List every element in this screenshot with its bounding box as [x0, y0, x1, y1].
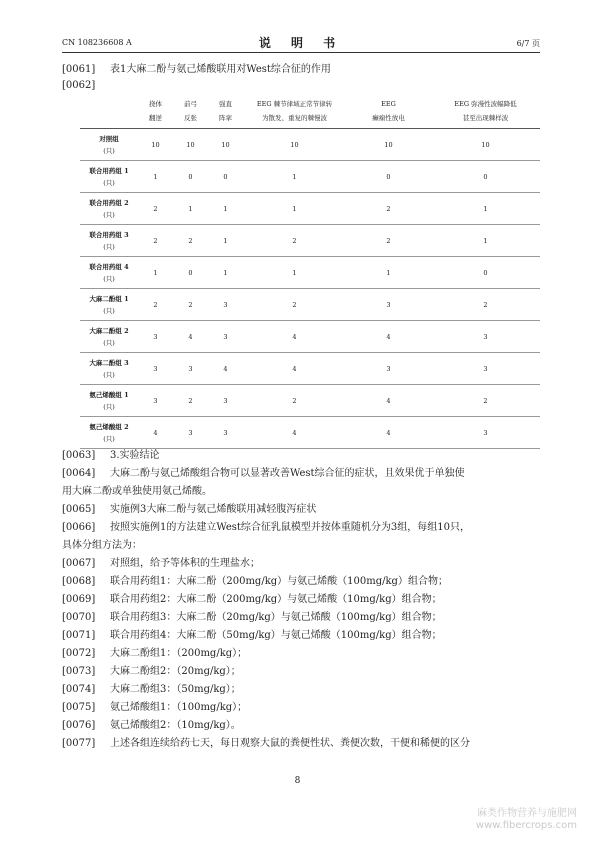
paragraph-number: [0077] — [62, 738, 96, 749]
value-cell: 1 — [431, 193, 540, 225]
paragraph-0065 — [62, 502, 540, 518]
group-cell: 大麻二酚组 3 (只) — [80, 353, 138, 385]
value-cell: 1 — [208, 193, 243, 225]
value-cell: 3 — [346, 289, 431, 321]
header-cell: EEG 棘节律域正常节律转 为散发、重复的棘慢波 — [243, 94, 346, 129]
header-rule — [62, 52, 540, 53]
value-cell: 0 — [431, 257, 540, 289]
paragraph-number: [0066] — [62, 522, 96, 533]
value-cell: 0 — [173, 161, 208, 193]
document-title: 说 明 书 — [258, 36, 344, 50]
paragraph-0072 — [62, 646, 540, 662]
paragraph-text: 对照组，给予等体积的生理盐水； — [110, 558, 260, 569]
paragraph-0077 — [62, 736, 540, 752]
value-cell: 4 — [346, 321, 431, 353]
header-cell: 挠体 翻逆 — [138, 94, 173, 129]
paragraph-text: 氨己烯酸组2：（10mg/kg）。 — [110, 720, 241, 731]
paragraph-number: [0062] — [62, 80, 96, 91]
results-table-container — [80, 94, 540, 449]
paragraph-text: 大麻二酚组3：（50mg/kg）； — [110, 684, 241, 695]
value-cell: 2 — [138, 225, 173, 257]
paragraph-0071 — [62, 628, 540, 644]
value-cell: 10 — [208, 129, 243, 161]
paragraph-0070 — [62, 610, 540, 626]
table-row — [80, 289, 540, 321]
paragraph-text: 联合用药组4：大麻二酚（50mg/kg）与氨己烯酸（100mg/kg）组合物； — [110, 630, 442, 641]
paragraph-0063 — [62, 448, 540, 464]
value-cell: 4 — [346, 385, 431, 417]
value-cell: 3 — [138, 353, 173, 385]
value-cell: 1 — [138, 257, 173, 289]
paragraph-text: 氨己烯酸组1：（100mg/kg）； — [110, 702, 248, 713]
paragraph-number: [0063] — [62, 450, 96, 461]
value-cell: 4 — [346, 417, 431, 449]
value-cell: 3 — [431, 353, 540, 385]
value-cell: 2 — [346, 225, 431, 257]
value-cell: 3 — [208, 417, 243, 449]
paragraph-number: [0070] — [62, 612, 96, 623]
paragraph-0066-continued — [62, 538, 540, 554]
table-row — [80, 257, 540, 289]
paragraph-text: 联合用药组2：大麻二酚（200mg/kg）与氨己烯酸（10mg/kg）组合物； — [110, 594, 442, 605]
value-cell: 10 — [138, 129, 173, 161]
value-cell: 1 — [208, 257, 243, 289]
value-cell: 0 — [173, 257, 208, 289]
paragraph-0062 — [62, 78, 540, 94]
value-cell: 10 — [173, 129, 208, 161]
value-cell: 1 — [346, 257, 431, 289]
value-cell: 2 — [138, 289, 173, 321]
value-cell: 2 — [243, 385, 346, 417]
paragraph-0073 — [62, 664, 540, 680]
value-cell: 2 — [431, 385, 540, 417]
value-cell: 4 — [208, 353, 243, 385]
paragraph-number: [0065] — [62, 504, 96, 515]
value-cell: 1 — [138, 161, 173, 193]
value-cell: 3 — [431, 321, 540, 353]
paragraph-text: 按照实施例1的方法建立West综合征乳鼠模型并按体重随机分为3组，每组10只， — [110, 522, 470, 533]
value-cell: 0 — [431, 161, 540, 193]
group-cell: 氨己烯酸组 2 (只) — [80, 417, 138, 449]
paragraph-text: 上述各组连续给药七天，每日观察大鼠的粪便性状、粪便次数，干便和稀便的区分 — [110, 738, 470, 749]
header-cell: EEG 弥漫性波幅降低 甚至出现棘样波 — [431, 94, 540, 129]
value-cell: 4 — [138, 417, 173, 449]
value-cell: 2 — [173, 289, 208, 321]
value-cell: 3 — [431, 417, 540, 449]
header-cell: 强直 阵挛 — [208, 94, 243, 129]
paragraph-text: 大麻二酚组1：（200mg/kg）； — [110, 648, 248, 659]
paragraph-text: 用大麻二酚或单独使用氨己烯酸。 — [62, 486, 212, 497]
watermark-line: 麻类作物营养与施肥网 — [477, 808, 577, 819]
results-table — [80, 94, 540, 449]
value-cell: 2 — [173, 385, 208, 417]
value-cell: 2 — [243, 289, 346, 321]
paragraph-text: 联合用药组3：大麻二酚（20mg/kg）与氨己烯酸（100mg/kg）组合物； — [110, 612, 442, 623]
table-caption: 表1大麻二酚与氨己烯酸联用对West综合征的作用 — [110, 64, 331, 75]
paragraph-number: [0075] — [62, 702, 96, 713]
table-row — [80, 321, 540, 353]
group-cell: 联合用药组 2 (只) — [80, 193, 138, 225]
page-number: 8 — [294, 776, 301, 786]
paragraph-number: [0061] — [62, 64, 96, 75]
value-cell: 3 — [346, 353, 431, 385]
value-cell: 2 — [243, 225, 346, 257]
page-header — [62, 34, 540, 50]
paragraph-text: 联合用药组1：大麻二酚（200mg/kg）与氨己烯酸（100mg/kg）组合物； — [110, 576, 448, 587]
paragraph-0074 — [62, 682, 540, 698]
value-cell: 2 — [173, 225, 208, 257]
group-cell: 对照组 (只) — [80, 129, 138, 161]
group-cell: 联合用药组 3 (只) — [80, 225, 138, 257]
value-cell: 3 — [208, 289, 243, 321]
value-cell: 3 — [208, 385, 243, 417]
value-cell: 4 — [243, 321, 346, 353]
paragraph-number: [0072] — [62, 648, 96, 659]
header-cell: EEG 癫痫性放电 — [346, 94, 431, 129]
paragraph-number: [0064] — [62, 468, 96, 479]
paragraph-0064-continued — [62, 484, 540, 500]
header-cell: 前弓 反张 — [173, 94, 208, 129]
paragraph-number: [0076] — [62, 720, 96, 731]
paragraph-0075 — [62, 700, 540, 716]
header-cell — [80, 94, 138, 129]
paragraph-number: [0067] — [62, 558, 96, 569]
value-cell: 0 — [208, 161, 243, 193]
paragraph-number: [0074] — [62, 684, 96, 695]
value-cell: 3 — [173, 417, 208, 449]
paragraph-text: 大麻二酚组2：（20mg/kg）； — [110, 666, 241, 677]
paragraph-number: [0069] — [62, 594, 96, 605]
table-row — [80, 129, 540, 161]
paragraph-number: [0071] — [62, 630, 96, 641]
group-cell: 联合用药组 4 (只) — [80, 257, 138, 289]
paragraph-0069 — [62, 592, 540, 608]
value-cell: 4 — [173, 321, 208, 353]
paragraph-number: [0068] — [62, 576, 96, 587]
value-cell: 10 — [243, 129, 346, 161]
paragraph-0066 — [62, 520, 540, 536]
value-cell: 1 — [208, 225, 243, 257]
table-row — [80, 417, 540, 449]
paragraph-text: 大麻二酚与氨己烯酸组合物可以显著改善West综合征的症状，且效果优于单独使 — [110, 468, 465, 479]
table-row — [80, 193, 540, 225]
group-cell: 联合用药组 1 (只) — [80, 161, 138, 193]
value-cell: 3 — [138, 321, 173, 353]
paragraph-0067 — [62, 556, 540, 572]
paragraph-text: 具体分组方法为： — [62, 540, 142, 551]
group-cell: 氨己烯酸组 1 (只) — [80, 385, 138, 417]
paragraph-0061 — [62, 62, 540, 78]
table-row — [80, 353, 540, 385]
table-header-row — [80, 94, 540, 129]
value-cell: 0 — [346, 161, 431, 193]
paragraph-number: [0073] — [62, 666, 96, 677]
value-cell: 2 — [138, 193, 173, 225]
value-cell: 1 — [173, 193, 208, 225]
value-cell: 1 — [243, 257, 346, 289]
table-row — [80, 161, 540, 193]
value-cell: 2 — [431, 289, 540, 321]
group-cell: 大麻二酚组 2 (只) — [80, 321, 138, 353]
value-cell: 2 — [346, 193, 431, 225]
value-cell: 4 — [243, 417, 346, 449]
paragraph-text: 3.实验结论 — [110, 450, 160, 461]
value-cell: 10 — [431, 129, 540, 161]
paragraph-0064 — [62, 466, 540, 482]
table-row — [80, 225, 540, 257]
value-cell: 1 — [431, 225, 540, 257]
paragraph-0076 — [62, 718, 540, 734]
value-cell: 1 — [243, 193, 346, 225]
table-row — [80, 385, 540, 417]
value-cell: 4 — [243, 353, 346, 385]
value-cell: 3 — [173, 353, 208, 385]
watermark — [476, 808, 577, 832]
watermark-url: www.fibercrops.com — [475, 820, 577, 831]
value-cell: 10 — [346, 129, 431, 161]
paragraph-0068 — [62, 574, 540, 590]
value-cell: 1 — [243, 161, 346, 193]
page-indicator: 6/7 页 — [516, 39, 540, 48]
paragraph-text: 实施例3大麻二酚与氨己烯酸联用减轻腹泻症状 — [110, 504, 317, 515]
value-cell: 3 — [208, 321, 243, 353]
group-cell: 大麻二酚组 1 (只) — [80, 289, 138, 321]
value-cell: 3 — [138, 385, 173, 417]
patent-number: CN 108236608 A — [62, 38, 132, 47]
